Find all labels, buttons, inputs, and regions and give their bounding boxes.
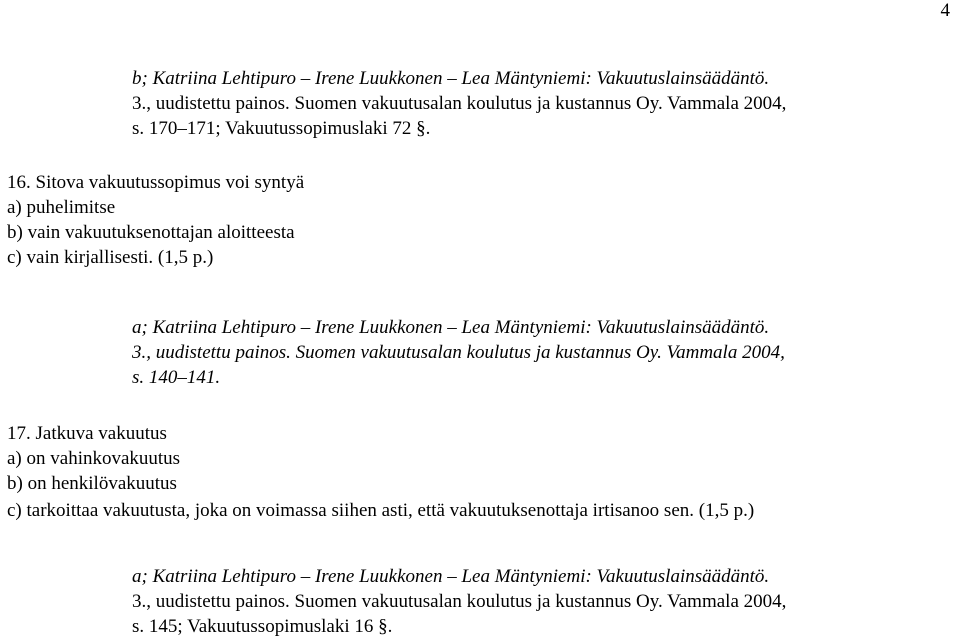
answer-line: a; Katriina Lehtipuro – Irene Luukkonen – Lea Mäntyniemi: Vakuutuslainsäädäntö. [132, 317, 770, 338]
question-16 [7, 170, 304, 270]
question-option-b: b) on henkilövakuutus [7, 473, 177, 494]
question-option-a: a) puhelimitse [7, 197, 116, 218]
question-option-b: b) vain vakuutuksenottajan aloitteesta [7, 222, 295, 243]
answer-block-1 [132, 66, 786, 141]
answer-line: 3., uudistettu painos. Suomen vakuutusalan koulutus ja kustannus Oy. Vammala 2004, [132, 342, 785, 363]
answer-line: s. 170–171; Vakuutussopimuslaki 72 §. [132, 118, 431, 139]
answer-line: a; Katriina Lehtipuro – Irene Luukkonen – Lea Mäntyniemi: Vakuutuslainsäädäntö. [132, 566, 770, 587]
answer-line: 3., uudistettu painos. Suomen vakuutusalan koulutus ja kustannus Oy. Vammala 2004, [132, 93, 787, 114]
page-number: 4 [940, 0, 950, 21]
answer-line: b; Katriina Lehtipuro – Irene Luukkonen – Lea Mäntyniemi: Vakuutuslainsäädäntö. [132, 68, 770, 89]
question-option-c: c) vain kirjallisesti. (1,5 p.) [7, 247, 214, 268]
answer-line: s. 145; Vakuutussopimuslaki 16 §. [132, 616, 393, 637]
answer-line: 3., uudistettu painos. Suomen vakuutusalan koulutus ja kustannus Oy. Vammala 2004, [132, 591, 787, 612]
question-stem: 17. Jatkuva vakuutus [7, 423, 167, 444]
answer-block-3 [132, 564, 786, 639]
answer-block-2 [132, 315, 785, 390]
question-stem: 16. Sitova vakuutussopimus voi syntyä [7, 172, 305, 193]
question-option-a: a) on vahinkovakuutus [7, 448, 181, 469]
question-option-c: c) tarkoittaa vakuutusta, joka on voimassa siihen asti, että vakuutuksenottaja irtisanoo sen. (1,5 p.) [7, 500, 755, 521]
question-17 [7, 421, 754, 523]
answer-line: s. 140–141. [132, 367, 221, 388]
